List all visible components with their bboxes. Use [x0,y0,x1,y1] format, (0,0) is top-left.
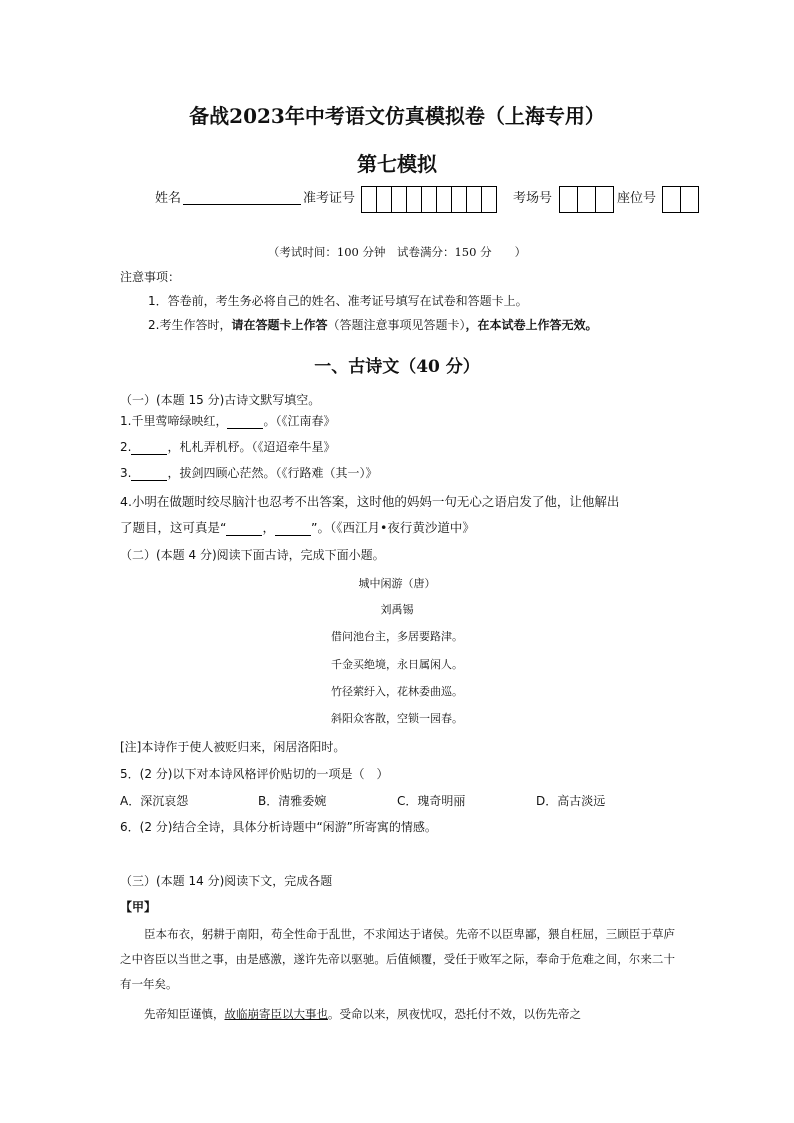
passage-paragraph-2 [120,1002,675,1027]
notes-heading: 注意事项： [120,270,181,284]
digit-box[interactable] [577,186,596,213]
digit-box[interactable] [391,186,407,213]
q2-text-a: 2. [120,440,132,454]
exam-number-boxes[interactable] [362,186,497,213]
section-heading: 一、古诗文（40 分） [314,357,480,377]
digit-box[interactable] [436,186,452,213]
notes-item-2-text-a: 2.考生作答时， [148,318,232,332]
passage-p2-text-b: 。受命以来，夙夜忧叹，恐托付不效，以伤先帝之 [328,1007,581,1021]
question-4-line-1: 4.小明在做题时绞尽脑汁也忍考不出答案，这时他的妈妈一句无心之语启发了他，让他解出 [120,494,620,509]
q4-answer-blank-2[interactable] [275,535,311,536]
question-4-line-2 [120,518,475,536]
seat-label: 座位号 [617,191,657,206]
digit-box[interactable] [451,186,467,213]
seat-boxes[interactable] [663,186,699,213]
q2-text-b: ，札札弄机杼。（《迢迢牵牛星》 [167,440,336,454]
page-title: 备战2023年中考语文仿真模拟卷（上海专用） [189,104,605,128]
poem-line: 竹径萦纡入，花林委曲巡。 [331,685,463,698]
q5-option-c[interactable]: C．瑰奇明丽 [397,794,466,808]
question-5: 5．(2 分)以下对本诗风格评价贴切的一项是（ ） [120,767,389,781]
passage-paragraph-1: 臣本布衣，躬耕于南阳，苟全性命于乱世，不求闻达于诸侯。先帝不以臣卑鄙，猥自枉屈，三顾臣于草庐之中咨臣以当世之事，由是感激，遂许先帝以驱驰。后值倾覆，受任于败军之际，奉命于危难之间，尔来二十有一年矣。 [120,927,675,991]
poem-line: 千金买绝境，永日属闲人。 [331,658,463,671]
exam-info: （考试时间：100 分钟 试卷满分：150 分 ） [267,245,527,259]
passage-label-jia: 【甲】 [120,900,157,914]
q4-text-a: 了题目，这可真是“ [120,520,227,535]
passage-p2-underlined: 故临崩寄臣以大事也 [224,1007,328,1021]
question-2 [120,438,335,455]
q4-text-b: ， [262,520,275,535]
q3-text-b: ，拔剑四顾心茫然。（《行路难（其一）》 [167,466,378,480]
poem-line: 借问池台主，多居要路津。 [331,630,463,643]
q4-answer-blank-1[interactable] [226,535,262,536]
digit-box[interactable] [559,186,578,213]
digit-box[interactable] [680,186,699,213]
question-6: 6．(2 分)结合全诗，具体分析诗题中“闲游”所寄寓的情感。 [120,820,437,834]
digit-box[interactable] [662,186,681,213]
name-field[interactable] [183,187,301,205]
q2-answer-blank[interactable] [131,454,167,455]
part2-title: （二）(本题 4 分)阅读下面古诗，完成下面小题。 [120,548,385,562]
notes-item-2-text-c: （答题注意事项见答题卡） [327,318,466,332]
q1-text-b: 。（《江南春》 [263,414,336,428]
name-label: 姓名 [155,191,182,206]
q5-option-b[interactable]: B．清雅委婉 [258,794,327,808]
notes-item-2 [148,316,598,333]
question-1 [120,412,335,429]
digit-box[interactable] [406,186,422,213]
notes-item-2-text-b: 请在答题卡上作答 [231,318,328,332]
poem-title: 城中闲游（唐） [358,577,436,590]
part3-title: （三）(本题 14 分)阅读下文，完成各题 [120,874,333,888]
poem-author: 刘禹锡 [380,603,414,616]
poem-line: 斜阳众客散，空锁一园春。 [331,712,463,725]
digit-box[interactable] [595,186,614,213]
room-label: 考场号 [513,191,553,206]
q1-text-a: 1.千里莺啼绿映红， [120,414,228,428]
page-subtitle: 第七模拟 [357,152,437,176]
room-boxes[interactable] [560,186,614,213]
q1-answer-blank[interactable] [227,428,263,429]
q3-answer-blank[interactable] [131,480,167,481]
digit-box[interactable] [376,186,392,213]
digit-box[interactable] [466,186,482,213]
exam-number-label: 准考证号 [303,191,356,206]
q5-option-a[interactable]: A．深沉哀怨 [120,794,189,808]
digit-box[interactable] [481,186,497,213]
notes-item-1: 1．答卷前，考生务必将自己的姓名、准考证号填写在试卷和答题卡上。 [148,294,528,308]
part1-title: （一）(本题 15 分)古诗文默写填空。 [120,393,321,407]
notes-item-2-text-d: ，在本试卷上作答无效。 [465,318,598,332]
question-3 [120,464,377,481]
digit-box[interactable] [421,186,437,213]
q5-option-d[interactable]: D．高古淡远 [536,794,606,808]
q3-text-a: 3. [120,466,132,480]
poem-note: [注]本诗作于使人被贬归来，闲居洛阳时。 [120,740,346,754]
digit-box[interactable] [361,186,377,213]
q4-text-c: ”。（《西江月•夜行黄沙道中》 [311,520,475,535]
passage-p2-text-a: 先帝知臣谨慎， [144,1007,225,1021]
